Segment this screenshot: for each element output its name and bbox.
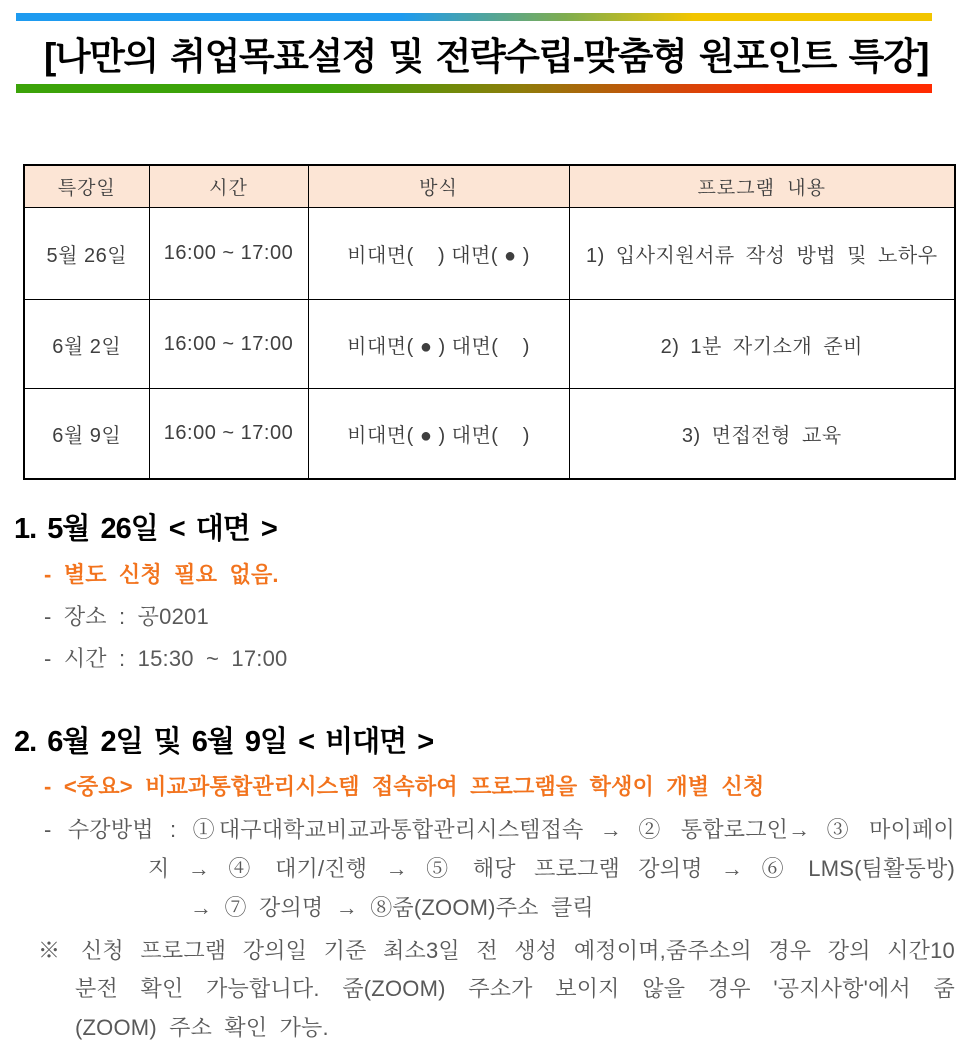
header-lecture-date: 특강일: [24, 165, 149, 208]
section2-heading: 2. 6월 2일 및 6월 9일 < 비대면 >: [14, 726, 434, 758]
cell-content: 2) 1분 자기소개 준비: [569, 300, 955, 389]
table-row: [24, 389, 955, 480]
header-program-content: 프로그램 내용: [569, 165, 955, 208]
cell-date: 6월 2일: [24, 300, 149, 389]
section2-method-line-2: 지 → ④ 대기/진행 → ⑤ 해당 프로그램 강의명 → ⑥ LMS(팀활동방): [148, 856, 955, 881]
section1-no-application-note: - 별도 신청 필요 없음.: [44, 562, 279, 587]
section1-time: - 시간 : 15:30 ~ 17:00: [44, 646, 288, 671]
cell-content: 3) 면접전형 교육: [569, 389, 955, 480]
section2-zoom-note-line-3: (ZOOM) 주소 확인 가능.: [75, 1015, 329, 1040]
table-header-row: [24, 165, 955, 208]
cell-date: 5월 26일: [24, 208, 149, 300]
cell-method: 비대면( ● ) 대면( ): [308, 389, 569, 480]
section1-location: - 장소 : 공0201: [44, 604, 209, 629]
section2-zoom-note-line-2: 분전 확인 가능합니다. 줌(ZOOM) 주소가 보이지 않을 경우 '공지사항'에서 줌: [75, 976, 955, 1001]
section2-zoom-note-line-1: ※ 신청 프로그램 강의일 기준 최소3일 전 생성 예정이며,줌주소의 경우 강의 시간10: [38, 938, 955, 963]
page-title: [나만의 취업목표설정 및 전략수립-맞춤형 원포인트 특강]: [44, 36, 928, 77]
title-underline-rule: [16, 84, 932, 93]
cell-time: 16:00 ~ 17:00: [149, 208, 308, 300]
section2-important-note: - <중요> 비교과통합관리시스템 접속하여 프로그램을 학생이 개별 신청: [44, 774, 765, 799]
cell-time: 16:00 ~ 17:00: [149, 300, 308, 389]
cell-date: 6월 9일: [24, 389, 149, 480]
table-row: [24, 208, 955, 300]
cell-method: 비대면( ) 대면( ● ): [308, 208, 569, 300]
table-row: [24, 300, 955, 389]
section1-heading: 1. 5월 26일 < 대면 >: [14, 513, 277, 545]
section2-method-line-1: - 수강방법 : ①대구대학교비교과통합관리시스템접속 → ② 통합로그인→ ③ 마이페이: [44, 817, 955, 842]
header-time: 시간: [149, 165, 308, 208]
top-gradient-rule: [16, 13, 932, 21]
header-method: 방식: [308, 165, 569, 208]
section2-method-line-3: → ⑦ 강의명 → ⑧줌(ZOOM)주소 클릭: [190, 895, 594, 920]
cell-method: 비대면( ● ) 대면( ): [308, 300, 569, 389]
lecture-schedule-table: [23, 164, 956, 480]
cell-content: 1) 입사지원서류 작성 방법 및 노하우: [569, 208, 955, 300]
cell-time: 16:00 ~ 17:00: [149, 389, 308, 480]
